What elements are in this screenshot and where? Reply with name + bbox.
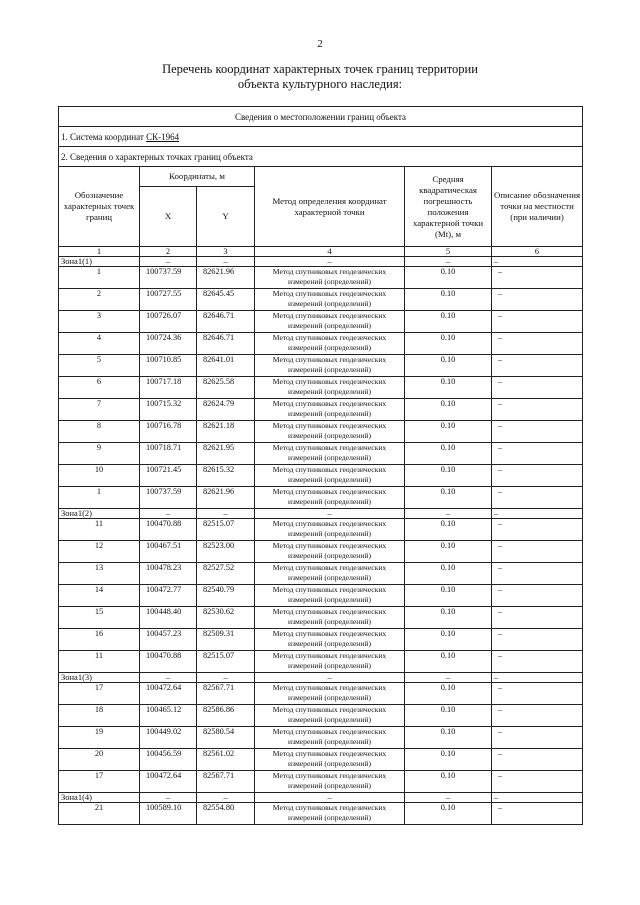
point-x: 100717.18 [140, 377, 197, 399]
column-number: 3 [197, 247, 255, 257]
point-id: 3 [59, 311, 140, 333]
point-method: Метод спутниковых геодезических измерений (определений) [255, 607, 405, 629]
point-error: 0.10 [405, 355, 492, 377]
point-description: – [492, 563, 583, 585]
point-error: 0.10 [405, 399, 492, 421]
point-x: 100478.23 [140, 563, 197, 585]
point-error: 0.10 [405, 311, 492, 333]
point-error: 0.10 [405, 629, 492, 651]
point-method: Метод спутниковых геодезических измерений (определений) [255, 267, 405, 289]
zone-dash: – [197, 257, 255, 267]
point-y: 82527.52 [197, 563, 255, 585]
table-row [59, 771, 583, 793]
table-row [59, 607, 583, 629]
point-error: 0.10 [405, 727, 492, 749]
point-error: 0.10 [405, 749, 492, 771]
zone-dash: – [255, 509, 405, 519]
table-row [59, 443, 583, 465]
point-id: 1 [59, 487, 140, 509]
point-description: – [492, 771, 583, 793]
zone-dash: – [255, 673, 405, 683]
coord-system-label: 1. Система координат [61, 131, 147, 142]
point-y: 82567.71 [197, 683, 255, 705]
zone-dash: – [197, 673, 255, 683]
point-id: 7 [59, 399, 140, 421]
point-y: 82515.07 [197, 519, 255, 541]
point-error: 0.10 [405, 289, 492, 311]
point-id: 13 [59, 563, 140, 585]
point-description: – [492, 519, 583, 541]
point-y: 82515.07 [197, 651, 255, 673]
point-y: 82624.79 [197, 399, 255, 421]
point-method: Метод спутниковых геодезических измерений (определений) [255, 803, 405, 825]
table-row [59, 563, 583, 585]
table-row [59, 727, 583, 749]
point-method: Метод спутниковых геодезических измерений (определений) [255, 487, 405, 509]
zone-row [59, 793, 583, 803]
point-description: – [492, 683, 583, 705]
point-description: – [492, 803, 583, 825]
point-method: Метод спутниковых геодезических измерений (определений) [255, 727, 405, 749]
zone-dash: – [140, 673, 197, 683]
point-method: Метод спутниковых геодезических измерений (определений) [255, 563, 405, 585]
point-description: – [492, 607, 583, 629]
point-y: 82646.71 [197, 333, 255, 355]
point-y: 82540.79 [197, 585, 255, 607]
point-method: Метод спутниковых геодезических измерений (определений) [255, 519, 405, 541]
point-error: 0.10 [405, 803, 492, 825]
zone-dash: – [405, 673, 492, 683]
point-error: 0.10 [405, 563, 492, 585]
point-method: Метод спутниковых геодезических измерений (определений) [255, 585, 405, 607]
point-id: 21 [59, 803, 140, 825]
point-id: 20 [59, 749, 140, 771]
point-id: 14 [59, 585, 140, 607]
point-description: – [492, 749, 583, 771]
zone-row [59, 509, 583, 519]
point-x: 100721.45 [140, 465, 197, 487]
point-error: 0.10 [405, 585, 492, 607]
table-row [59, 399, 583, 421]
point-x: 100737.59 [140, 267, 197, 289]
point-x: 100718.71 [140, 443, 197, 465]
zone-dash: – [140, 793, 197, 803]
table-row [59, 541, 583, 563]
point-y: 82580.54 [197, 727, 255, 749]
zone-dash: – [492, 673, 583, 683]
point-description: – [492, 355, 583, 377]
point-description: – [492, 377, 583, 399]
table-row [59, 377, 583, 399]
point-description: – [492, 289, 583, 311]
point-error: 0.10 [405, 377, 492, 399]
point-method: Метод спутниковых геодезических измерений (определений) [255, 683, 405, 705]
zone-dash: – [197, 793, 255, 803]
zone-name: Зона1(4) [59, 793, 140, 803]
point-description: – [492, 311, 583, 333]
point-method: Метод спутниковых геодезических измерений (определений) [255, 421, 405, 443]
zone-row [59, 673, 583, 683]
header-method: Метод определения координат характерной точки [255, 167, 405, 247]
point-method: Метод спутниковых геодезических измерений (определений) [255, 629, 405, 651]
point-y: 82621.96 [197, 487, 255, 509]
point-method: Метод спутниковых геодезических измерений (определений) [255, 771, 405, 793]
point-description: – [492, 421, 583, 443]
point-method: Метод спутниковых геодезических измерений (определений) [255, 377, 405, 399]
point-description: – [492, 585, 583, 607]
point-x: 100724.36 [140, 333, 197, 355]
coordinates-table-body [59, 107, 583, 825]
point-description: – [492, 629, 583, 651]
point-id: 11 [59, 519, 140, 541]
point-id: 6 [59, 377, 140, 399]
table-row [59, 749, 583, 771]
point-x: 100589.10 [140, 803, 197, 825]
zone-dash: – [255, 793, 405, 803]
table-row [59, 355, 583, 377]
document-title [0, 62, 640, 92]
point-x: 100716.78 [140, 421, 197, 443]
point-x: 100456.59 [140, 749, 197, 771]
point-x: 100467.51 [140, 541, 197, 563]
header-coordinates: Координаты, м [140, 167, 255, 187]
column-number: 1 [59, 247, 140, 257]
point-method: Метод спутниковых геодезических измерений (определений) [255, 399, 405, 421]
zone-dash: – [197, 509, 255, 519]
point-x: 100457.23 [140, 629, 197, 651]
header-x: X [140, 187, 197, 247]
header-error: Средняя квадратическая погрешность положения характерной точки (Mt), м [405, 167, 492, 247]
point-x: 100472.77 [140, 585, 197, 607]
point-x: 100727.55 [140, 289, 197, 311]
table-row [59, 311, 583, 333]
point-method: Метод спутниковых геодезических измерений (определений) [255, 651, 405, 673]
point-description: – [492, 705, 583, 727]
zone-dash: – [255, 257, 405, 267]
zone-name: Зона1(2) [59, 509, 140, 519]
zone-dash: – [140, 509, 197, 519]
point-id: 16 [59, 629, 140, 651]
coord-system-row [59, 127, 583, 147]
coordinates-table [58, 106, 583, 825]
header-y: Y [197, 187, 255, 247]
point-error: 0.10 [405, 267, 492, 289]
column-number-row [59, 247, 583, 257]
point-method: Метод спутниковых геодезических измерений (определений) [255, 355, 405, 377]
table-row [59, 683, 583, 705]
point-id: 8 [59, 421, 140, 443]
point-description: – [492, 541, 583, 563]
point-error: 0.10 [405, 651, 492, 673]
point-error: 0.10 [405, 443, 492, 465]
point-description: – [492, 443, 583, 465]
point-y: 82523.00 [197, 541, 255, 563]
point-method: Метод спутниковых геодезических измерений (определений) [255, 311, 405, 333]
point-id: 9 [59, 443, 140, 465]
table-row [59, 421, 583, 443]
table-row [59, 267, 583, 289]
point-id: 5 [59, 355, 140, 377]
point-error: 0.10 [405, 487, 492, 509]
point-y: 82554.80 [197, 803, 255, 825]
zone-dash: – [405, 509, 492, 519]
point-description: – [492, 465, 583, 487]
point-error: 0.10 [405, 683, 492, 705]
point-error: 0.10 [405, 771, 492, 793]
point-x: 100726.07 [140, 311, 197, 333]
point-x: 100472.64 [140, 771, 197, 793]
zone-dash: – [492, 793, 583, 803]
point-id: 4 [59, 333, 140, 355]
point-description: – [492, 487, 583, 509]
point-method: Метод спутниковых геодезических измерений (определений) [255, 465, 405, 487]
coord-system-link[interactable]: СК-1964 [146, 131, 180, 142]
point-x: 100449.02 [140, 727, 197, 749]
point-description: – [492, 727, 583, 749]
zone-row [59, 257, 583, 267]
table-row [59, 333, 583, 355]
point-y: 82615.32 [197, 465, 255, 487]
table-row [59, 519, 583, 541]
point-error: 0.10 [405, 465, 492, 487]
header-designation: Обозначение характерных точек границ [59, 167, 140, 247]
point-y: 82621.95 [197, 443, 255, 465]
point-method: Метод спутниковых геодезических измерений (определений) [255, 333, 405, 355]
title-line-2: объекта культурного наследия: [237, 77, 403, 91]
table-row [59, 465, 583, 487]
point-error: 0.10 [405, 421, 492, 443]
point-id: 1 [59, 267, 140, 289]
point-method: Метод спутниковых геодезических измерений (определений) [255, 289, 405, 311]
point-x: 100470.88 [140, 519, 197, 541]
point-error: 0.10 [405, 607, 492, 629]
table-row [59, 705, 583, 727]
zone-dash: – [492, 509, 583, 519]
point-y: 82509.31 [197, 629, 255, 651]
column-number: 2 [140, 247, 197, 257]
point-method: Метод спутниковых геодезических измерений (определений) [255, 443, 405, 465]
table-row [59, 803, 583, 825]
table-row [59, 585, 583, 607]
point-error: 0.10 [405, 705, 492, 727]
point-method: Метод спутниковых геодезических измерений (определений) [255, 705, 405, 727]
zone-dash: – [405, 793, 492, 803]
point-id: 11 [59, 651, 140, 673]
header-description: Описание обозначения точки на местности (при наличии) [492, 167, 583, 247]
title-line-1: Перечень координат характерных точек границ территории [162, 62, 478, 76]
page-number: 2 [317, 38, 323, 50]
point-id: 2 [59, 289, 140, 311]
table-row [59, 487, 583, 509]
point-y: 82530.62 [197, 607, 255, 629]
point-x: 100448.40 [140, 607, 197, 629]
table-row [59, 289, 583, 311]
zone-dash: – [492, 257, 583, 267]
point-y: 82561.02 [197, 749, 255, 771]
point-y: 82641.01 [197, 355, 255, 377]
point-x: 100710.85 [140, 355, 197, 377]
zone-dash: – [405, 257, 492, 267]
point-y: 82621.96 [197, 267, 255, 289]
point-description: – [492, 651, 583, 673]
zone-name: Зона1(1) [59, 257, 140, 267]
point-id: 17 [59, 771, 140, 793]
point-x: 100470.88 [140, 651, 197, 673]
point-error: 0.10 [405, 519, 492, 541]
point-description: – [492, 267, 583, 289]
point-description: – [492, 333, 583, 355]
point-id: 10 [59, 465, 140, 487]
point-error: 0.10 [405, 333, 492, 355]
point-id: 17 [59, 683, 140, 705]
point-y: 82621.18 [197, 421, 255, 443]
zone-dash: – [140, 257, 197, 267]
point-y: 82567.71 [197, 771, 255, 793]
point-id: 18 [59, 705, 140, 727]
point-id: 12 [59, 541, 140, 563]
point-y: 82646.71 [197, 311, 255, 333]
point-x: 100737.59 [140, 487, 197, 509]
point-error: 0.10 [405, 541, 492, 563]
point-id: 19 [59, 727, 140, 749]
point-y: 82645.45 [197, 289, 255, 311]
table-row [59, 629, 583, 651]
column-number: 6 [492, 247, 583, 257]
point-y: 82586.86 [197, 705, 255, 727]
section-title: Сведения о местоположении границ объекта [59, 107, 583, 127]
point-description: – [492, 399, 583, 421]
column-number: 5 [405, 247, 492, 257]
point-method: Метод спутниковых геодезических измерений (определений) [255, 749, 405, 771]
points-section-title: 2. Сведения о характерных точках границ объекта [59, 147, 583, 167]
point-id: 15 [59, 607, 140, 629]
column-number: 4 [255, 247, 405, 257]
point-y: 82625.58 [197, 377, 255, 399]
point-x: 100715.32 [140, 399, 197, 421]
point-x: 100465.12 [140, 705, 197, 727]
point-x: 100472.64 [140, 683, 197, 705]
point-method: Метод спутниковых геодезических измерений (определений) [255, 541, 405, 563]
zone-name: Зона1(3) [59, 673, 140, 683]
table-row [59, 651, 583, 673]
